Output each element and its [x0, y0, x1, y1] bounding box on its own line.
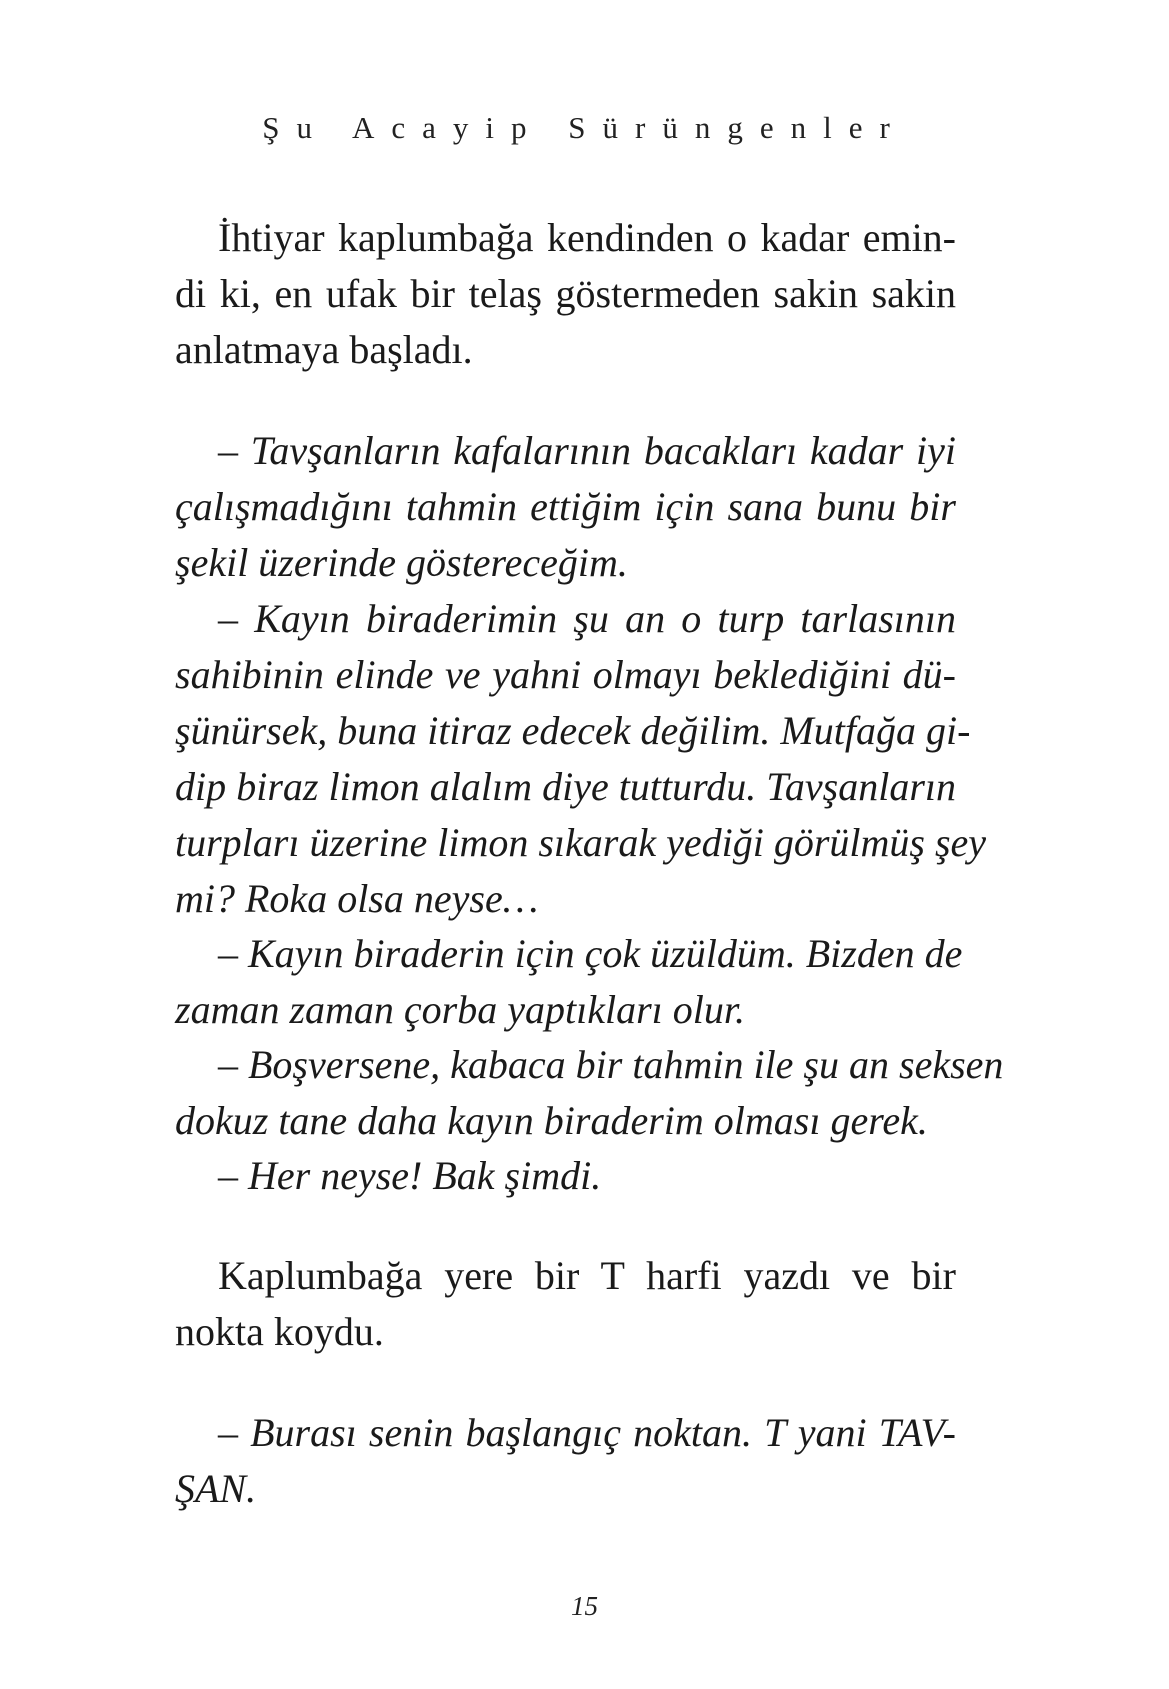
text-line: Kaplumbağa yere bir T harfi yazdı ve bir — [218, 1253, 956, 1298]
dialogue-line: mi? Roka olsa neyse… — [175, 876, 539, 921]
text-line: anlatmaya başladı. — [175, 327, 473, 372]
dialogue-line: – Tavşanların kafalarının bacakları kadar iyi — [218, 428, 956, 473]
dialogue-line: şünürsek, buna itiraz edecek değilim. Mutfağa gi- — [175, 708, 971, 753]
dialogue-line: şekil üzerinde göstereceğim. — [175, 540, 628, 585]
text-line: di ki, en ufak bir telaş göstermeden sakin sakin — [175, 271, 956, 316]
dialogue-line: ŞAN. — [175, 1466, 257, 1511]
dialogue-line: – Boşversene, kabaca bir tahmin ile şu an seksen — [218, 1042, 1004, 1087]
dialogue-line: çalışmadığını tahmin ettiğim için sana bunu bir — [175, 484, 956, 529]
dialogue-line: sahibinin elinde ve yahni olmayı beklediğini dü- — [175, 652, 956, 697]
text-line: İhtiyar kaplumbağa kendinden o kadar emin- — [218, 215, 956, 260]
text-line: nokta koydu. — [175, 1309, 384, 1354]
dialogue-line: zaman zaman çorba yaptıkları olur. — [175, 987, 745, 1032]
dialogue-line: turpları üzerine limon sıkarak yediği görülmüş şey — [175, 820, 987, 865]
dialogue-line: dokuz tane daha kayın biraderim olması gerek. — [175, 1098, 928, 1143]
dialogue-line: – Her neyse! Bak şimdi. — [218, 1153, 602, 1198]
dialogue-line: – Kayın biraderimin şu an o turp tarlasının — [218, 596, 956, 641]
dialogue-line: – Kayın biraderin için çok üzüldüm. Bizden de — [218, 931, 963, 976]
dialogue-line: dip biraz limon alalım diye tutturdu. Tavşanların — [175, 764, 956, 809]
dialogue-line: – Burası senin başlangıç noktan. T yani TAV- — [218, 1410, 956, 1455]
running-header: Şu Acayip Sürüngenler — [262, 110, 907, 145]
page-number: 15 — [571, 1591, 598, 1621]
